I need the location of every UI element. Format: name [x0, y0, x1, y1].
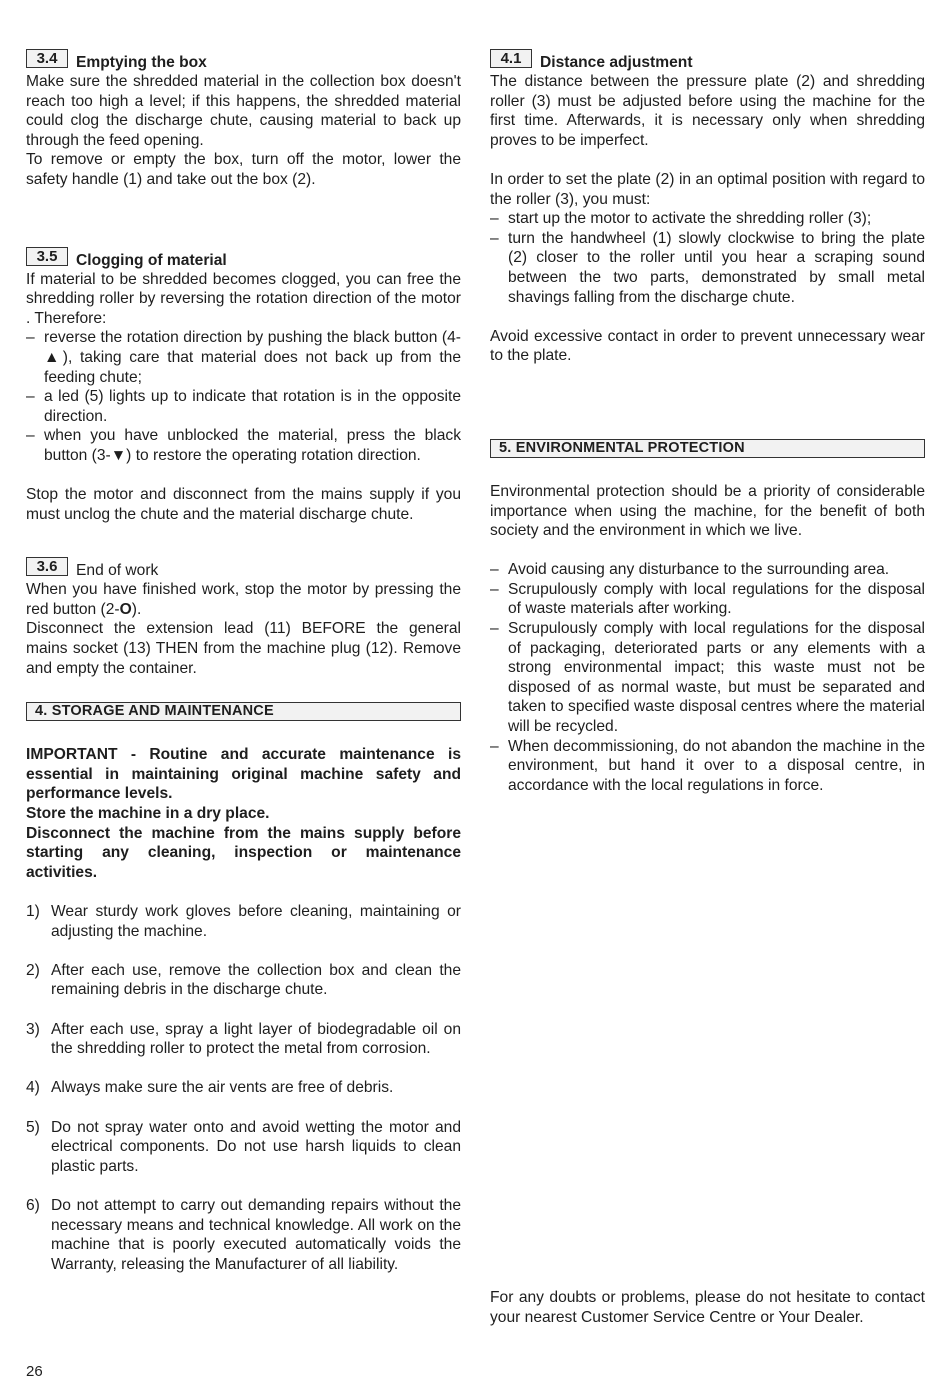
list-item: – reverse the rotation direction by pushing the black button (4-▲), taking care that material does not back up from the feeding chute;	[26, 328, 461, 387]
important-note: IMPORTANT - Routine and accurate maintenance is essential in maintaining original machine safety and performance levels.	[26, 746, 461, 803]
paragraph: Disconnect the extension lead (11) BEFORE the general mains socket (13) THEN from the machine plug (12). Remove and empty the container.	[26, 620, 461, 677]
text-run: When you have finished work, stop the motor by pressing the red button (2-	[26, 581, 461, 618]
paragraph: If material to be shredded becomes clogged, you can free the shredding roller by reversing the rotation direction of the motor . Therefore:	[26, 270, 461, 327]
list-item: – turn the handwheel (1) slowly clockwise to bring the plate (2) closer to the roller until you hear a scraping sound between the two parts, demonstrated by small metal shavings falling from the discharge chute.	[490, 229, 925, 307]
item-number: 3)	[26, 1020, 40, 1038]
list-item	[26, 1196, 461, 1274]
paragraph: To remove or empty the box, turn off the motor, lower the safety handle (1) and take out the box (2).	[26, 151, 461, 188]
item-number: 4)	[26, 1079, 40, 1097]
list-item	[26, 902, 461, 941]
maintenance-list	[26, 902, 461, 1274]
list-item	[26, 1020, 461, 1059]
item-number: 6)	[26, 1196, 40, 1214]
item-text: Do not spray water onto and avoid wetting the motor and electrical components. Do not use harsh liquids to clean plastic parts.	[51, 1118, 461, 1175]
list-item: – Scrupulously comply with local regulations for the disposal of waste materials after working.	[490, 580, 925, 619]
section-title: Emptying the box	[76, 54, 207, 71]
disconnect-note: Disconnect the machine from the mains supply before starting any cleaning, inspection or maintenance activities.	[26, 824, 461, 881]
item-number: 2)	[26, 961, 40, 979]
left-column	[26, 50, 461, 1294]
section-number: 4.1	[490, 49, 532, 68]
storage-note: Store the machine in a dry place.	[26, 805, 270, 823]
section-number: 3.4	[26, 49, 68, 68]
section-4-1-heading	[490, 50, 925, 72]
paragraph: Environmental protection should be a priority of considerable importance when using the machine, for the benefit of both society and the environment in which we live.	[490, 482, 925, 540]
dash-list	[490, 209, 925, 307]
section-4-banner: 4. STORAGE AND MAINTENANCE	[26, 702, 461, 721]
right-column	[490, 50, 925, 795]
paragraph: Stop the motor and disconnect from the mains supply if you must unclog the chute and the material discharge chute.	[26, 486, 461, 523]
item-number: 5)	[26, 1118, 40, 1136]
list-item: – Avoid causing any disturbance to the surrounding area.	[490, 560, 925, 580]
section-3-6-heading	[26, 558, 461, 580]
section-title: Distance adjustment	[540, 54, 693, 71]
list-item: – when you have unblocked the material, press the black button (3-▼) to restore the operating rotation direction.	[26, 426, 461, 465]
paragraph: Avoid excessive contact in order to prevent unnecessary wear to the plate.	[490, 327, 925, 365]
item-text: Wear sturdy work gloves before cleaning, maintaining or adjusting the machine.	[51, 903, 461, 940]
section-5-banner: 5. ENVIRONMENTAL PROTECTION	[490, 439, 925, 458]
section-3-5-heading	[26, 248, 461, 270]
item-text: Do not attempt to carry out demanding repairs without the necessary means and technical knowledge. All work on the machine that is poorly executed automatically voids the Warranty, releasing the Manufacturer of all liability.	[51, 1196, 461, 1273]
section-3-4-heading	[26, 50, 461, 72]
paragraph: Make sure the shredded material in the collection box doesn't reach too high a level; if this happens, the shredded material could clog the discharge chute, causing material to back up through the feed opening.	[26, 73, 461, 149]
item-text: After each use, spray a light layer of biodegradable oil on the shredding roller to protect the metal from corrosion.	[51, 1020, 461, 1058]
list-item: – a led (5) lights up to indicate that rotation is in the opposite direction.	[26, 387, 461, 426]
footer-note: For any doubts or problems, please do not hesitate to contact your nearest Customer Service Centre or Your Dealer.	[490, 1289, 925, 1326]
list-item: – Scrupulously comply with local regulations for the disposal of packaging, deteriorated parts or any elements with a strong environmental impact; this waste must not be disposed of as normal waste, but must be separated and taken to specified waste disposal centres where the material will be recycled.	[490, 619, 925, 737]
item-text: Always make sure the air vents are free of debris.	[51, 1079, 394, 1097]
section-title: End of work	[76, 562, 159, 580]
section-number: 3.5	[26, 247, 68, 266]
text-run-bold: O	[119, 600, 132, 618]
list-item	[26, 961, 461, 1000]
page-number: 26	[26, 1363, 43, 1380]
paragraph: In order to set the plate (2) in an optimal position with regard to the roller (3), you must:	[490, 170, 925, 208]
list-item	[26, 1118, 461, 1177]
list-item: – start up the motor to activate the shredding roller (3);	[490, 209, 925, 229]
paragraph	[26, 580, 461, 619]
section-number: 3.6	[26, 557, 68, 576]
section-title: Clogging of material	[76, 251, 227, 269]
text-run: ).	[131, 600, 142, 618]
dash-list	[490, 560, 925, 795]
item-text: After each use, remove the collection box and clean the remaining debris in the discharge chute.	[51, 961, 461, 999]
dash-list	[26, 328, 461, 465]
paragraph: The distance between the pressure plate (2) and shredding roller (3) must be adjusted before using the machine for the first time. Afterwards, it is necessary only when shredding proves to be imperfect.	[490, 73, 925, 149]
list-item: – When decommissioning, do not abandon the machine in the environment, but hand it over to a disposal centre, in accordance with the local regulations in force.	[490, 737, 925, 796]
item-number: 1)	[26, 903, 40, 920]
list-item	[26, 1078, 461, 1098]
